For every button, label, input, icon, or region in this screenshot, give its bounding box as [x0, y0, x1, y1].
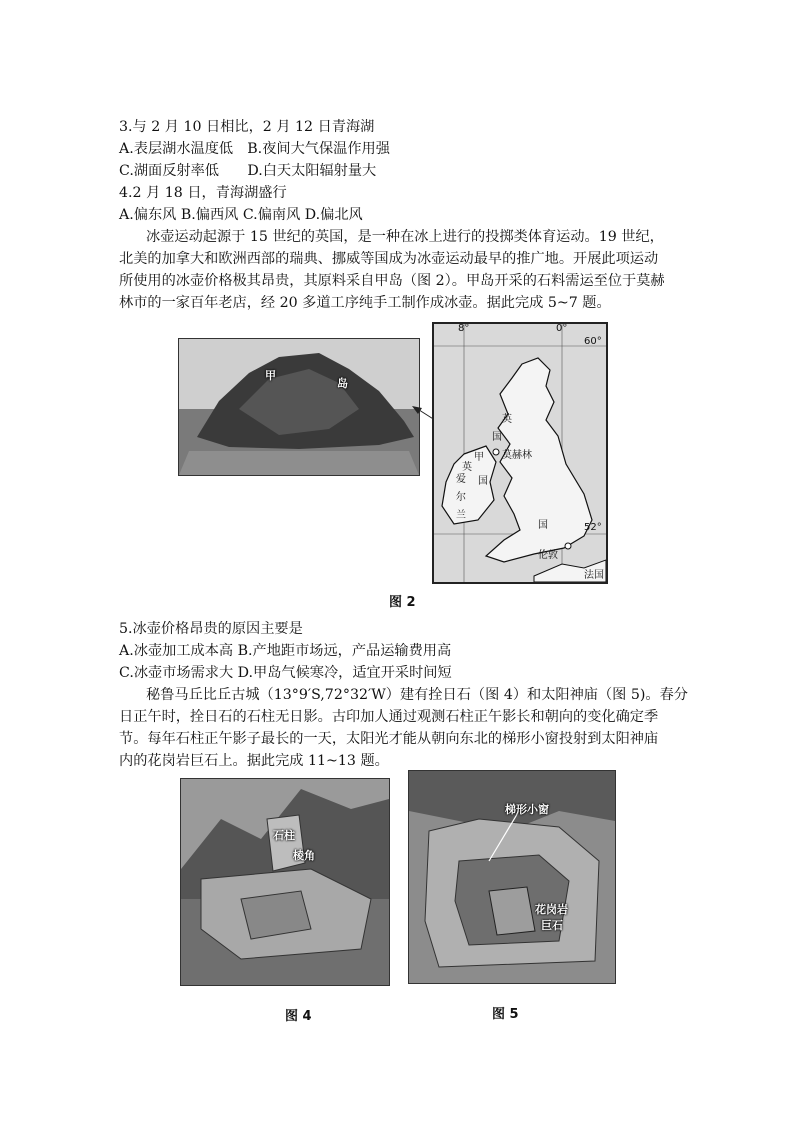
map-label-uk-1: 英 — [502, 414, 512, 425]
island-illustration — [179, 339, 419, 475]
passage1-line-3: 所使用的冰壶价格极其昂贵，其原料采自甲岛（图 2）。甲岛开采的石料需运至位于莫赫 — [119, 273, 665, 289]
map-lon-0: 0° — [556, 323, 568, 334]
map-lat-52: 52° — [584, 522, 602, 533]
figure5-photo — [408, 770, 616, 984]
map-label-france: 法国 — [584, 570, 604, 581]
q3-options-row1: A.表层湖水温度低 B.夜间大气保温作用强 — [119, 141, 390, 157]
q5-stem: 5.冰壶价格昂贵的原因主要是 — [119, 621, 303, 637]
island-label-dao: 岛 — [337, 377, 348, 390]
figure5-caption: 图 5 — [492, 1007, 519, 1022]
map-lon-8: 8° — [458, 323, 470, 334]
map-label-ying-small: 英 — [462, 462, 472, 473]
figure5-label-rock2: 巨石 — [541, 919, 563, 932]
q3-options-row2: C.湖面反射率低 D.白天太阳辐射量大 — [119, 163, 377, 179]
q5-options-row2: C.冰壶市场需求大 D.甲岛气候寒冷，适宜开采时间短 — [119, 665, 452, 681]
passage2-line-2: 日正午时，拴日石的石柱无日影。古印加人通过观测石柱正午影长和朝向的变化确定季 — [119, 709, 659, 725]
figure4-label-edge: 棱角 — [293, 849, 315, 862]
island-label-jia: 甲 — [265, 369, 276, 382]
passage2-line-4: 内的花岗岩巨石上。据此完成 11~13 题。 — [119, 753, 389, 769]
map-label-ireland-3: 兰 — [456, 510, 466, 521]
map-lat-60: 60° — [584, 336, 602, 347]
figure4-caption: 图 4 — [285, 1009, 312, 1024]
map-label-uk-2: 国 — [492, 432, 502, 443]
figure5-label-window: 梯形小窗 — [505, 803, 549, 816]
map-label-uk-center: 国 — [538, 520, 548, 531]
map-label-jia: 甲 — [474, 452, 484, 463]
map-label-guo-small: 国 — [478, 476, 488, 487]
uk-map — [432, 322, 608, 584]
q5-options-row1: A.冰壶加工成本高 B.产地距市场远，产品运输费用高 — [119, 643, 452, 659]
figure5-label-rock1: 花岗岩 — [535, 903, 568, 916]
passage2-line-3: 节。每年石柱正午影子最长的一天，太阳光才能从朝向东北的梯形小窗投射到太阳神庙 — [119, 731, 659, 747]
map-label-ireland-1: 爱 — [456, 474, 466, 485]
passage1-line-2: 北美的加拿大和欧洲西部的瑞典、挪威等国成为冰壶运动最早的推广地。开展此项运动 — [119, 251, 659, 267]
map-label-london: 伦敦 — [538, 550, 558, 561]
figure4-photo — [180, 778, 390, 986]
passage1-line-1: 冰壶运动起源于 15 世纪的英国，是一种在冰上进行的投掷类体育运动。19 世纪， — [146, 229, 664, 245]
island-photo — [178, 338, 420, 476]
passage2-line-1: 秘鲁马丘比丘古城（13°9′S,72°32′W）建有拴日石（图 4）和太阳神庙（图 5)。春分 — [146, 687, 688, 703]
map-label-mohelin: 莫赫林 — [502, 450, 532, 461]
passage1-line-4: 林市的一家百年老店，经 20 多道工序纯手工制作成冰壶。据此完成 5~7 题。 — [119, 295, 611, 311]
figure2-caption: 图 2 — [389, 595, 416, 610]
figure4-label-pillar: 石柱 — [273, 829, 295, 842]
q4-stem: 4.2 月 18 日，青海湖盛行 — [119, 185, 287, 201]
map-label-ireland-2: 尔 — [456, 492, 466, 503]
q3-stem: 3.与 2 月 10 日相比，2 月 12 日青海湖 — [119, 119, 375, 135]
intihuatana-illustration — [181, 779, 389, 985]
q4-options: A.偏东风 B.偏西风 C.偏南风 D.偏北风 — [119, 207, 363, 223]
